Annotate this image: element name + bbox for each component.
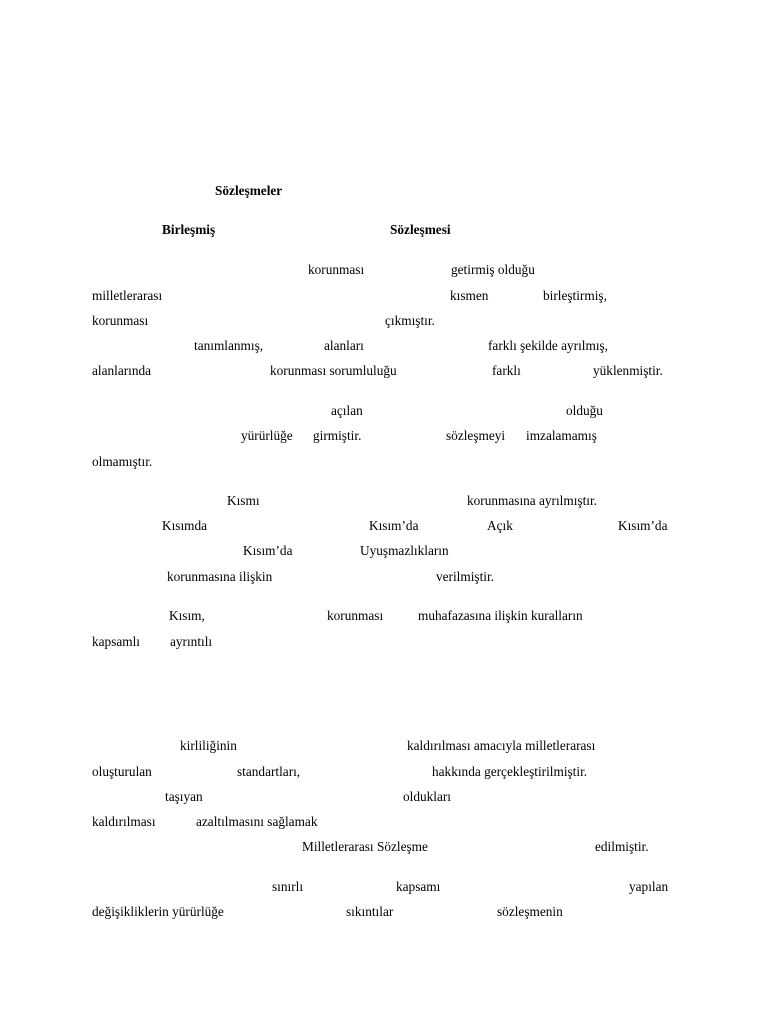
text-fragment: sözleşmeyi — [446, 428, 506, 443]
text-fragment: olmamıştır. — [92, 454, 153, 469]
text-fragment: açılan — [331, 403, 363, 418]
text-fragment: getirmiş olduğu — [451, 262, 535, 277]
text-fragment: korunmasına ayrılmıştır. — [467, 493, 597, 508]
text-fragment: alanlarında — [92, 363, 152, 378]
text-fragment: korunması — [92, 313, 149, 328]
text-fragment: korunması sorumluluğu — [270, 363, 397, 378]
subheading-word: Birleşmiş — [162, 222, 216, 237]
text-fragment: kapsamlı — [92, 634, 141, 649]
text-fragment: sıkıntılar — [346, 904, 394, 919]
text-fragment: Milletlerarası Sözleşme — [302, 839, 428, 854]
text-fragment: standartları, — [237, 764, 301, 779]
text-fragment: edilmiştir. — [595, 839, 649, 854]
text-fragment: farklı — [492, 363, 521, 378]
text-fragment: korunmasına ilişkin — [167, 569, 273, 584]
text-fragment: Açık — [487, 518, 513, 533]
text-fragment: yüklenmiştir. — [593, 363, 663, 378]
text-fragment: tanımlanmış, — [194, 338, 264, 353]
text-fragment: korunması — [308, 262, 365, 277]
text-fragment: muhafazasına ilişkin kuralların — [418, 608, 583, 623]
text-fragment: farklı şekilde ayrılmış, — [488, 338, 609, 353]
text-fragment: Kısım’da — [369, 518, 419, 533]
text-fragment: kaldırılması amacıyla milletlerarası — [407, 738, 596, 753]
text-fragment: olduğu — [566, 403, 603, 418]
text-fragment: hakkında gerçekleştirilmiştir. — [432, 764, 588, 779]
text-fragment: ayrıntılı — [170, 634, 213, 649]
text-fragment: Kısım’da — [618, 518, 668, 533]
heading: Sözleşmeler — [215, 183, 283, 198]
text-fragment: çıkmıştır. — [385, 313, 435, 328]
subheading-word: Sözleşmesi — [390, 222, 451, 237]
text-fragment: Kısım’da — [243, 543, 293, 558]
text-fragment: kaldırılması — [92, 814, 156, 829]
text-fragment: korunması — [327, 608, 384, 623]
text-fragment: Kısmı — [227, 493, 260, 508]
text-fragment: Uyuşmazlıkların — [360, 543, 449, 558]
text-fragment: girmiştir. — [313, 428, 362, 443]
text-fragment: Kısım, — [169, 608, 205, 623]
text-fragment: birleştirmiş, — [543, 288, 607, 303]
text-fragment: oldukları — [403, 789, 452, 804]
text-fragment: imzalamamış — [526, 428, 597, 443]
text-fragment: yürürlüğe — [241, 428, 293, 443]
text-fragment: milletlerarası — [92, 288, 163, 303]
text-fragment: taşıyan — [165, 789, 203, 804]
text-fragment: alanları — [324, 338, 364, 353]
text-fragment: azaltılmasını sağlamak — [196, 814, 318, 829]
text-fragment: kirliliğinin — [180, 738, 237, 753]
text-fragment: yapılan — [629, 879, 669, 894]
text-fragment: sözleşmenin — [497, 904, 563, 919]
text-fragment: kısmen — [450, 288, 489, 303]
text-fragment: kapsamı — [396, 879, 441, 894]
text-fragment: sınırlı — [272, 879, 304, 894]
text-fragment: verilmiştir. — [436, 569, 494, 584]
text-fragment: değişikliklerin yürürlüğe — [92, 904, 224, 919]
text-fragment: Kısımda — [162, 518, 208, 533]
text-fragment: oluşturulan — [92, 764, 152, 779]
